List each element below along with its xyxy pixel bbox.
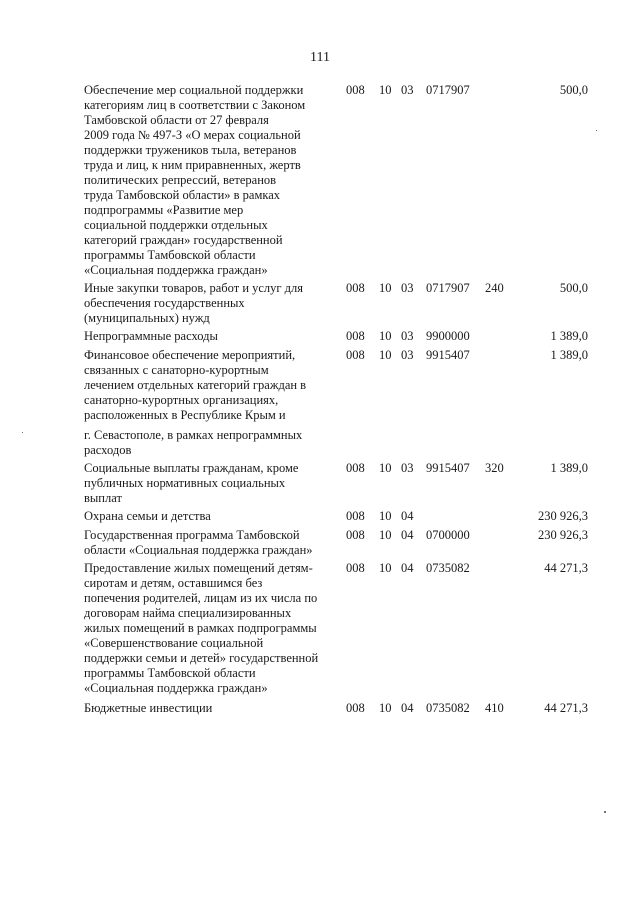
target-article-code: 0717907 (426, 281, 470, 295)
expense-type-code: 240 (485, 281, 504, 295)
dept-code: 008 (346, 281, 365, 295)
dept-code: 008 (346, 509, 365, 523)
row-description: Государственная программа Тамбовской области «Социальная поддержка граждан» (84, 528, 313, 557)
row-description: г. Севастополе, в рамках непрограммных расходов (84, 428, 303, 457)
amount: 44 271,3 (544, 701, 588, 715)
row-description: Обеспечение мер социальной поддержки категориям лиц в соответствии с Законом Тамбовской области от 27 февраля 2009 года № 497-З «О мерах социальной поддержки тружеников тыла, ветеранов труда и лиц, к ним приравненных, жертв политических репрессий, ветеранов труда Тамбовской области» в рамках подпрограммы «Развитие мер социальной поддержки отдельных категорий граждан» государственной программы Тамбовской области «Социальная поддержка граждан» (84, 83, 306, 277)
section-code: 10 (379, 561, 392, 575)
expense-type-code: 410 (485, 701, 504, 715)
target-article-code: 9915407 (426, 461, 470, 475)
page-number: 111 (310, 50, 330, 65)
target-article-code: 9900000 (426, 329, 470, 343)
scan-speck (22, 432, 23, 433)
dept-code: 008 (346, 561, 365, 575)
amount: 500,0 (559, 281, 588, 295)
dept-code: 008 (346, 348, 365, 362)
row-description: Непрограммные расходы (84, 329, 218, 343)
subsection-code: 03 (401, 83, 414, 97)
row-description: Социальные выплаты гражданам, кроме публичных нормативных социальных выплат (84, 461, 299, 505)
section-code: 10 (379, 348, 392, 362)
target-article-code: 0735082 (426, 561, 470, 575)
amount: 230 926,3 (538, 509, 588, 523)
section-code: 10 (379, 281, 392, 295)
scan-speck (604, 811, 606, 813)
subsection-code: 04 (401, 528, 414, 542)
dept-code: 008 (346, 329, 365, 343)
section-code: 10 (379, 461, 392, 475)
amount: 1 389,0 (550, 461, 588, 475)
subsection-code: 04 (401, 509, 414, 523)
subsection-code: 04 (401, 561, 414, 575)
row-description: Охрана семьи и детства (84, 509, 211, 523)
row-description: Бюджетные инвестиции (84, 701, 213, 715)
section-code: 10 (379, 528, 392, 542)
dept-code: 008 (346, 83, 365, 97)
amount: 500,0 (559, 83, 588, 97)
dept-code: 008 (346, 461, 365, 475)
expense-type-code: 320 (485, 461, 504, 475)
dept-code: 008 (346, 701, 365, 715)
target-article-code: 0700000 (426, 528, 470, 542)
amount: 1 389,0 (550, 329, 588, 343)
scan-speck (596, 130, 597, 131)
subsection-code: 03 (401, 348, 414, 362)
section-code: 10 (379, 701, 392, 715)
section-code: 10 (379, 509, 392, 523)
dept-code: 008 (346, 528, 365, 542)
target-article-code: 0717907 (426, 83, 470, 97)
amount: 230 926,3 (538, 528, 588, 542)
subsection-code: 03 (401, 461, 414, 475)
subsection-code: 03 (401, 281, 414, 295)
section-code: 10 (379, 83, 392, 97)
section-code: 10 (379, 329, 392, 343)
row-description: Иные закупки товаров, работ и услуг для обеспечения государственных (муниципальных) нужд (84, 281, 304, 325)
target-article-code: 0735082 (426, 701, 470, 715)
amount: 44 271,3 (544, 561, 588, 575)
row-description: Предоставление жилых помещений детям- сиротам и детям, оставшимся без попечения родителей, лицам из их числа по договорам найма специализированных жилых помещений в рамках подпрограммы «Совершенствование социальной поддержки семьи и детей» государственной программы Тамбовской области «Социальная поддержка граждан» (84, 561, 319, 695)
target-article-code: 9915407 (426, 348, 470, 362)
subsection-code: 04 (401, 701, 414, 715)
row-description: Финансовое обеспечение мероприятий, связанных с санаторно-курортным лечением отдельных категорий граждан в санаторно-курортных организациях, расположенных в Республике Крым и (84, 348, 307, 422)
amount: 1 389,0 (550, 348, 588, 362)
subsection-code: 03 (401, 329, 414, 343)
